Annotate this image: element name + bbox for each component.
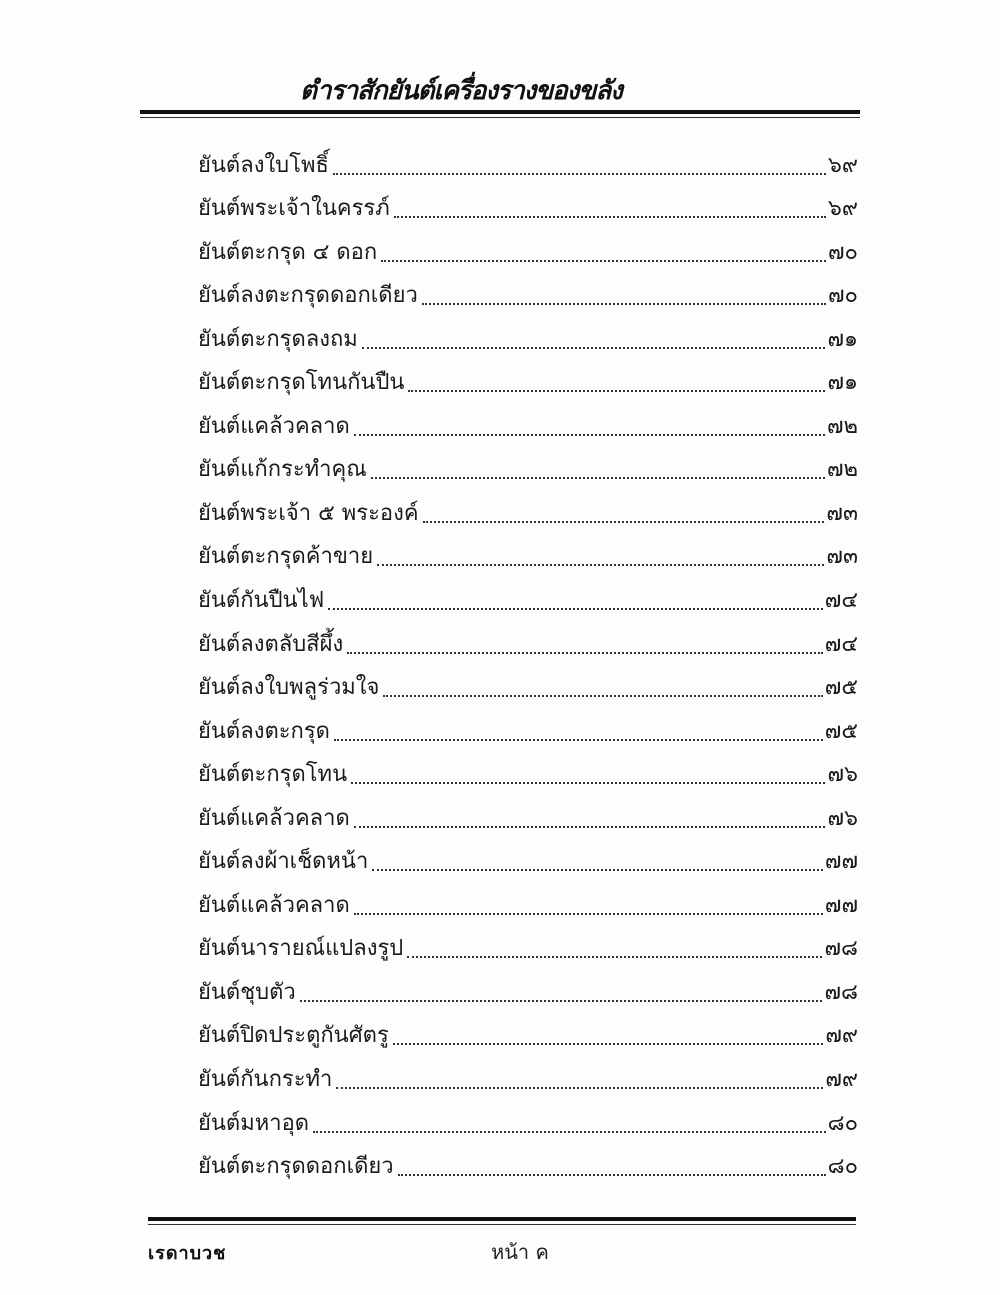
toc-entry-title: ยันต์มหาอุด xyxy=(198,1110,310,1136)
toc-entry-title: ยันต์กันปืนไฟ xyxy=(198,588,325,614)
toc-entry-title: ยันต์ตะกรุดลงถม xyxy=(198,326,358,352)
toc-entry-page: ๗๗ xyxy=(824,892,858,918)
toc-dot-leader xyxy=(300,1000,823,1002)
toc-entry-page: ๗๓ xyxy=(826,544,858,570)
toc-entry xyxy=(198,704,858,748)
toc-dot-leader xyxy=(408,390,825,392)
toc-entry xyxy=(198,225,858,269)
toc-entry-title: ยันต์ลงตะกรุด xyxy=(198,718,330,744)
toc-entry-page: ๗๙ xyxy=(825,1023,858,1049)
toc-dot-leader xyxy=(334,739,823,741)
toc-entry-title: ยันต์ตะกรุดโทน xyxy=(198,762,348,788)
toc-entry xyxy=(198,922,858,966)
toc-entry xyxy=(198,573,858,617)
toc-entry-title: ยันต์กันกระทำ xyxy=(198,1067,333,1093)
toc-dot-leader xyxy=(354,434,825,436)
toc-entry-title: ยันต์แคล้วคลาด xyxy=(198,413,350,439)
toc-entry-page: ๗๙ xyxy=(825,1067,858,1093)
toc-entry-page: ๗๖ xyxy=(827,805,858,831)
toc-entry-title: ยันต์ลงตะกรุดดอกเดียว xyxy=(198,283,418,309)
toc-dot-leader xyxy=(383,695,822,697)
toc-entry-title: ยันต์ตะกรุด ๔ ดอก xyxy=(198,239,378,265)
toc-entry-title: ยันต์ลงตลับสีผึ้ง xyxy=(198,631,344,657)
toc-entry xyxy=(198,182,858,226)
toc-entry-title: ยันต์ตะกรุดค้าขาย xyxy=(198,544,374,570)
toc-entry xyxy=(198,965,858,1009)
toc-entry-page: ๘๐ xyxy=(827,1154,858,1180)
toc-dot-leader xyxy=(398,1174,826,1176)
book-header-title: ตำราสักยันต์เครื่องรางของขลัง xyxy=(300,76,622,106)
toc-dot-leader xyxy=(371,477,825,479)
toc-entry-title: ยันต์ตะกรุดดอกเดียว xyxy=(198,1154,394,1180)
toc-entry-page: ๗๑ xyxy=(827,370,858,396)
toc-entry-title: ยันต์ลงใบโพธิ์ xyxy=(198,152,329,178)
toc-entry xyxy=(198,1140,858,1184)
toc-entry-page: ๗๒ xyxy=(826,457,858,483)
toc-entry-title: ยันต์ปิดประตูกันศัตรู xyxy=(198,1023,389,1049)
toc-dot-leader xyxy=(354,913,823,915)
toc-entry-page: ๗๘ xyxy=(824,979,858,1005)
toc-entry xyxy=(198,791,858,835)
toc-entry-page: ๗๔ xyxy=(824,588,858,614)
toc-entry xyxy=(198,269,858,313)
toc-entry-title: ยันต์แคล้วคลาด xyxy=(198,892,350,918)
toc-dot-leader xyxy=(362,347,826,349)
toc-entry xyxy=(198,748,858,792)
toc-entry xyxy=(198,443,858,487)
toc-dot-leader xyxy=(328,608,823,610)
toc-entry-page: ๖๙ xyxy=(827,196,858,222)
toc-dot-leader xyxy=(407,956,822,958)
toc-dot-leader xyxy=(422,303,826,305)
table-of-contents xyxy=(198,138,858,1183)
toc-entry-page: ๘๐ xyxy=(827,1110,858,1136)
toc-entry xyxy=(198,1052,858,1096)
footer-rule-thin xyxy=(148,1224,856,1225)
page-number: หน้า ค xyxy=(491,1240,549,1264)
toc-entry xyxy=(198,878,858,922)
toc-dot-leader xyxy=(333,173,826,175)
toc-entry xyxy=(198,312,858,356)
toc-entry-page: ๗๖ xyxy=(827,762,858,788)
publisher-logo: เรดาบวช xyxy=(148,1243,227,1264)
toc-dot-leader xyxy=(381,260,826,262)
toc-entry-title: ยันต์ตะกรุดโทนกันปืน xyxy=(198,370,405,396)
toc-dot-leader xyxy=(423,521,825,523)
toc-entry xyxy=(198,530,858,574)
toc-entry-title: ยันต์ลงผ้าเช็ดหน้า xyxy=(198,849,369,875)
header-rule xyxy=(140,110,860,114)
toc-entry-page: ๗๓ xyxy=(826,500,858,526)
toc-entry-page: ๗๐ xyxy=(828,283,858,309)
toc-dot-leader xyxy=(351,782,825,784)
toc-dot-leader xyxy=(377,564,824,566)
toc-entry-page: ๗๑ xyxy=(827,326,858,352)
footer-rule xyxy=(148,1217,856,1221)
toc-entry-title: ยันต์พระเจ้า ๕ พระองค์ xyxy=(198,500,419,526)
toc-entry xyxy=(198,138,858,182)
toc-entry-page: ๗๒ xyxy=(826,413,858,439)
toc-entry-page: ๗๐ xyxy=(828,239,858,265)
toc-entry xyxy=(198,1009,858,1053)
toc-entry-page: ๗๔ xyxy=(824,631,858,657)
toc-dot-leader xyxy=(347,652,823,654)
toc-dot-leader xyxy=(336,1087,823,1089)
toc-entry xyxy=(198,486,858,530)
toc-dot-leader xyxy=(354,826,826,828)
header-rule-thin xyxy=(140,117,860,118)
toc-entry xyxy=(198,399,858,443)
toc-entry-page: ๗๘ xyxy=(824,936,858,962)
toc-dot-leader xyxy=(313,1131,826,1133)
toc-entry-title: ยันต์ชุบตัว xyxy=(198,979,296,1005)
toc-entry xyxy=(198,356,858,400)
toc-entry-page: ๗๕ xyxy=(824,718,858,744)
toc-entry-title: ยันต์พระเจ้าในครรภ์ xyxy=(198,196,390,222)
toc-entry-page: ๗๕ xyxy=(824,675,858,701)
toc-entry xyxy=(198,835,858,879)
toc-entry-title: ยันต์แคล้วคลาด xyxy=(198,805,350,831)
toc-entry-title: ยันต์แก้กระทำคุณ xyxy=(198,457,367,483)
toc-entry xyxy=(198,617,858,661)
toc-entry-page: ๖๙ xyxy=(827,152,858,178)
toc-entry-title: ยันต์นารายณ์แปลงรูป xyxy=(198,936,404,962)
toc-entry-title: ยันต์ลงใบพลูร่วมใจ xyxy=(198,675,380,701)
toc-entry xyxy=(198,661,858,705)
toc-dot-leader xyxy=(372,869,823,871)
toc-entry xyxy=(198,1096,858,1140)
toc-entry-page: ๗๗ xyxy=(824,849,858,875)
toc-dot-leader xyxy=(393,1043,824,1045)
toc-dot-leader xyxy=(394,216,826,218)
